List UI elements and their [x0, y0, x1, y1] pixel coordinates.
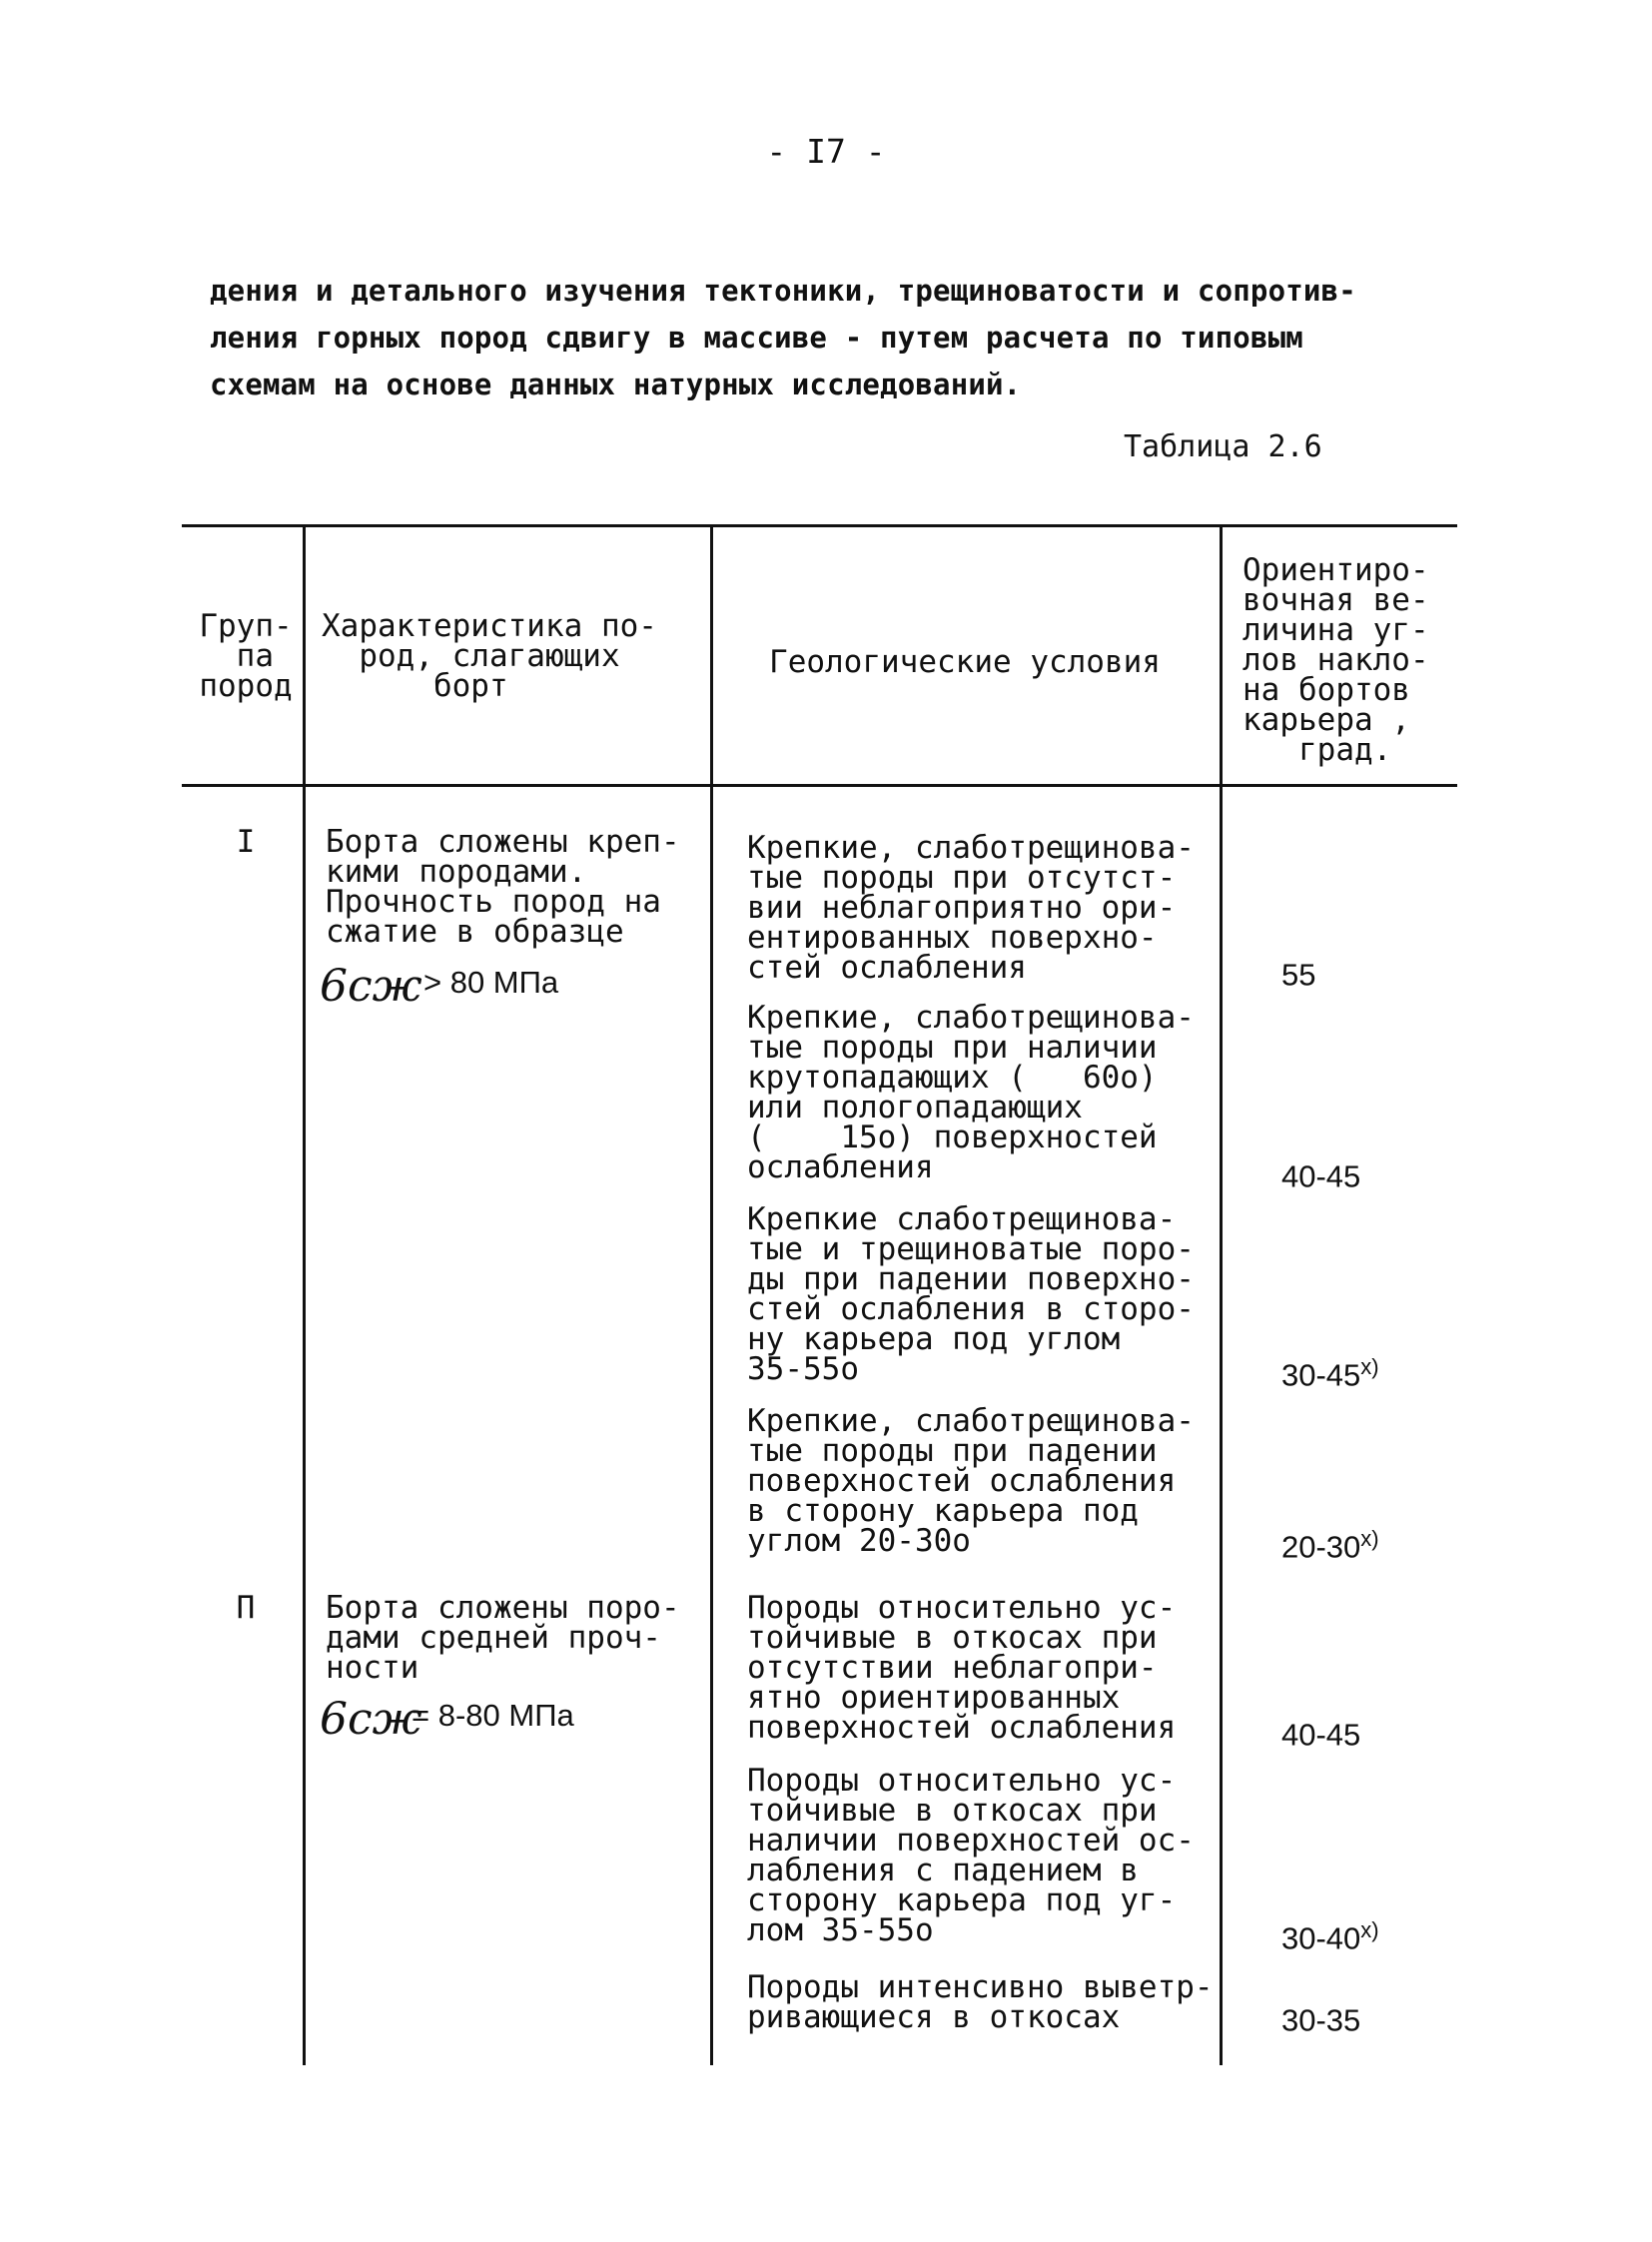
strength-symbol: 6сж	[320, 1694, 422, 1745]
column-divider	[1220, 524, 1223, 2065]
table-header-rule	[182, 784, 1457, 787]
geology-condition: Крепкие, слаботрещинова- тые породы при падении поверхностей ослабления в сторону карьера под углом 20-30о	[747, 1403, 1195, 1559]
slope-angle: 55	[1281, 957, 1316, 993]
strength-symbol: 6сж	[320, 961, 422, 1012]
geology-condition: Породы относительно ус- тойчивые в откосах при наличии поверхностей ос- лабления с падением в сторону карьера под уг- лом 35-55о	[747, 1763, 1195, 1948]
intro-line: схемам на основе данных натурных исследований.	[210, 368, 1022, 401]
group-characteristic: Борта сложены поро- дами средней проч- ности	[326, 1590, 680, 1686]
header-group: Груп- па пород	[199, 608, 293, 704]
table-top-rule	[182, 524, 1457, 527]
header-characteristic: Характеристика по- род, слагающих борт	[322, 608, 657, 704]
strength-value: > 80 МПа	[423, 965, 559, 1000]
header-geology: Геологические условия	[769, 644, 1161, 680]
intro-line: ления горных пород сдвигу в массиве - путем расчета по типовым	[210, 321, 1303, 355]
geology-condition: Породы интенсивно выветр- ривающиеся в откосах	[747, 1969, 1214, 2035]
slope-angle: 30-45$^{x)}$	[1281, 1354, 1379, 1393]
geology-condition: Породы относительно ус- тойчивые в откосах при отсутствии неблагопри- ятно ориентированных поверхностей ослабления	[747, 1590, 1177, 1746]
slope-angle: 40-45	[1281, 1717, 1361, 1753]
geology-condition: Крепкие, слаботрещинова- тые породы при отсутст- вии неблагоприятно ори- ентированных поверхно- стей ослабления	[747, 830, 1195, 986]
column-divider	[710, 524, 713, 2065]
group-number: I	[236, 824, 256, 860]
group-characteristic: Борта сложены креп- кими породами. Прочность пород на сжатие в образце	[326, 824, 680, 950]
column-divider	[303, 524, 306, 2065]
group-number: П	[236, 1590, 256, 1626]
slope-angle: 30-35	[1281, 2002, 1361, 2038]
table-caption: Таблица 2.6	[1124, 429, 1322, 464]
page-number: - I7 -	[766, 132, 886, 171]
intro-line: дения и детального изучения тектоники, трещиноватости и сопротив-	[210, 274, 1356, 308]
slope-angle: 20-30$^{x)}$	[1281, 1526, 1379, 1565]
geology-condition: Крепкие слаботрещинова- тые и трещиноватые поро- ды при падении поверхно- стей ослабления в сторо- ну карьера под углом 35-55о	[747, 1201, 1195, 1387]
strength-value: = 8-80 МПа	[412, 1698, 574, 1733]
slope-angle: 30-40$^{x)}$	[1281, 1917, 1379, 1956]
header-angle: Ориентиро- вочная ве- личина уг- лов накло- на бортов карьера , град.	[1242, 552, 1429, 768]
intro-paragraph	[210, 268, 1458, 408]
slope-angle: 40-45	[1281, 1158, 1361, 1194]
geology-condition: Крепкие, слаботрещинова- тые породы при наличии крутопадающих ( 60о) или пологопадающих ( 15о) поверхностей ослабления	[747, 1000, 1195, 1185]
